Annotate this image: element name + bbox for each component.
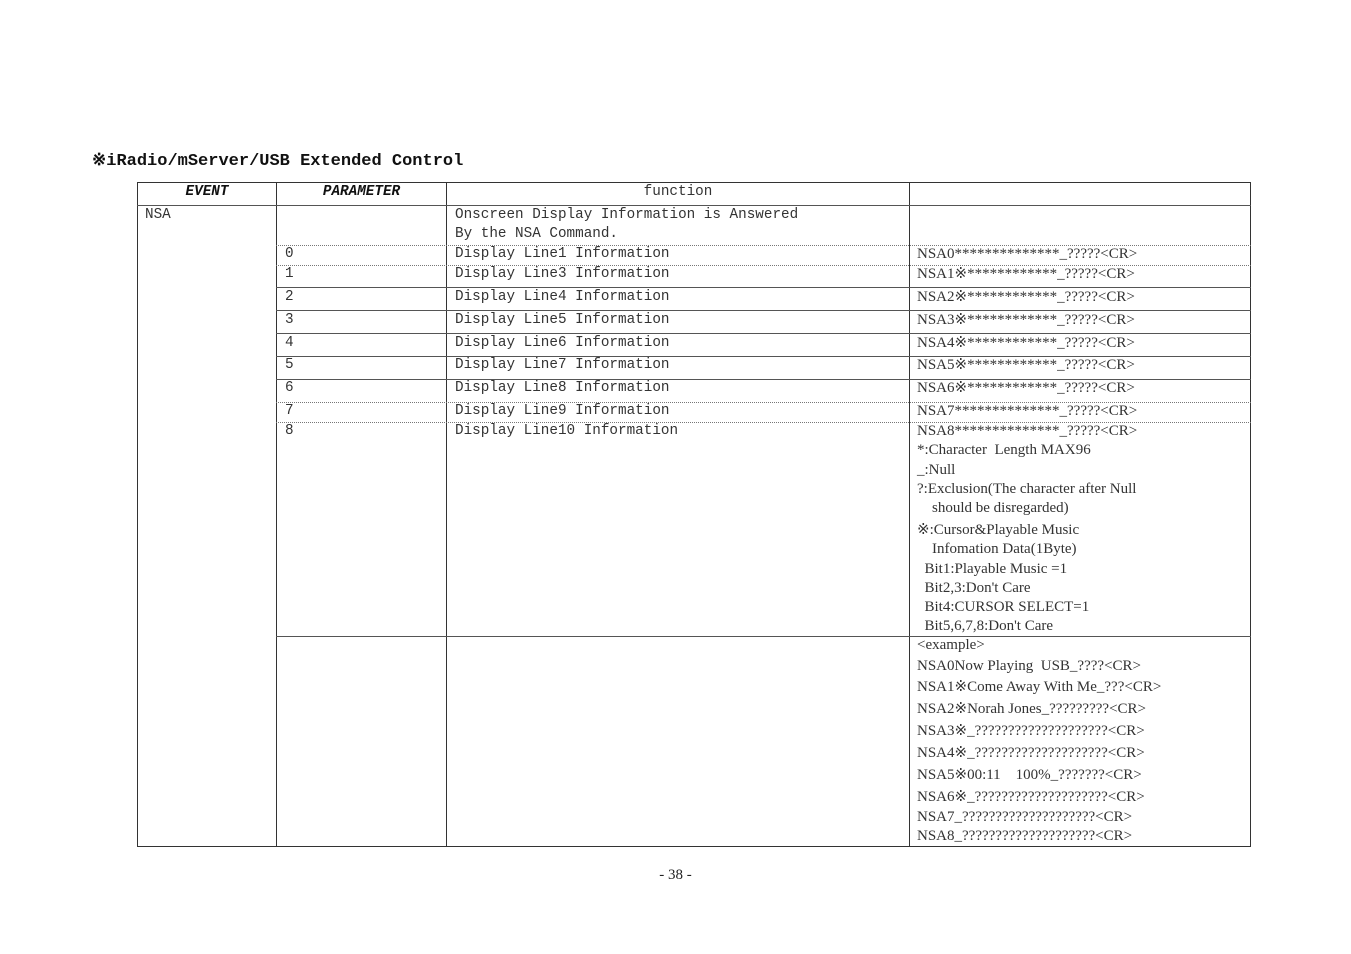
header-event: EVENT [185, 184, 229, 200]
function-description: Display Line5 Information [455, 312, 670, 328]
example-line: NSA0Now Playing USB_????<CR> [917, 658, 1141, 674]
header-parameter: PARAMETER [322, 184, 401, 200]
event-nsa: NSA [145, 207, 171, 223]
parameter-value: 7 [285, 403, 294, 419]
command-format: NSA6※************_?????<CR> [917, 380, 1135, 396]
example-line: NSA3※_????????????????????<CR> [917, 723, 1145, 739]
parameter-value: 6 [285, 380, 294, 396]
command-format: NSA1※************_?????<CR> [917, 266, 1135, 282]
function-description: Display Line8 Information [455, 380, 670, 396]
column-divider [909, 182, 910, 847]
note-line: *:Character Length MAX96 [917, 442, 1091, 458]
note-line: Infomation Data(1Byte) [917, 541, 1077, 557]
note-line: ※:Cursor&Playable Music [917, 522, 1080, 538]
parameter-value: 8 [285, 423, 294, 439]
note-line: should be disregarded) [917, 500, 1069, 516]
intro-line: Onscreen Display Information is Answered [455, 207, 799, 223]
parameter-value: 1 [285, 266, 294, 282]
column-divider [446, 182, 447, 847]
function-description: Display Line1 Information [455, 246, 670, 262]
example-line: <example> [917, 637, 985, 653]
function-description: Display Line7 Information [455, 357, 670, 373]
command-format: NSA5※************_?????<CR> [917, 357, 1135, 373]
example-line: NSA2※Norah Jones_?????????<CR> [917, 701, 1146, 717]
function-description: Display Line4 Information [455, 289, 670, 305]
parameter-value: 0 [285, 246, 294, 262]
command-format: NSA0**************_?????<CR> [917, 246, 1138, 262]
header-function: function [643, 184, 713, 200]
note-line: ?:Exclusion(The character after Null [917, 481, 1137, 497]
page-number: - 38 - [659, 867, 692, 883]
command-format: NSA8**************_?????<CR> [917, 423, 1138, 439]
example-line: NSA7_????????????????????<CR> [917, 809, 1133, 825]
function-description: Display Line6 Information [455, 335, 670, 351]
example-line: NSA4※_????????????????????<CR> [917, 745, 1145, 761]
parameter-value: 5 [285, 357, 294, 373]
parameter-value: 2 [285, 289, 294, 305]
command-format: NSA2※************_?????<CR> [917, 289, 1135, 305]
note-line: Bit4:CURSOR SELECT=1 [917, 599, 1090, 615]
column-divider [276, 182, 277, 847]
example-line: NSA6※_????????????????????<CR> [917, 789, 1145, 805]
example-line: NSA1※Come Away With Me_???<CR> [917, 679, 1162, 695]
note-line: Bit5,6,7,8:Don't Care [917, 618, 1054, 634]
command-format: NSA4※************_?????<CR> [917, 335, 1135, 351]
parameter-value: 3 [285, 312, 294, 328]
example-separator [276, 636, 1251, 637]
note-line: Bit1:Playable Music =1 [917, 561, 1068, 577]
example-line: NSA5※00:11 100%_???????<CR> [917, 767, 1142, 783]
parameter-value: 4 [285, 335, 294, 351]
function-description: Display Line3 Information [455, 266, 670, 282]
intro-line: By the NSA Command. [455, 226, 619, 242]
note-line: _:Null [917, 462, 956, 478]
command-format: NSA7**************_?????<CR> [917, 403, 1138, 419]
function-description: Display Line10 Information [455, 423, 679, 439]
example-line: NSA8_????????????????????<CR> [917, 828, 1133, 844]
function-description: Display Line9 Information [455, 403, 670, 419]
note-line: Bit2,3:Don't Care [917, 580, 1031, 596]
section-title: ※iRadio/mServer/USB Extended Control [92, 152, 464, 171]
command-format: NSA3※************_?????<CR> [917, 312, 1135, 328]
